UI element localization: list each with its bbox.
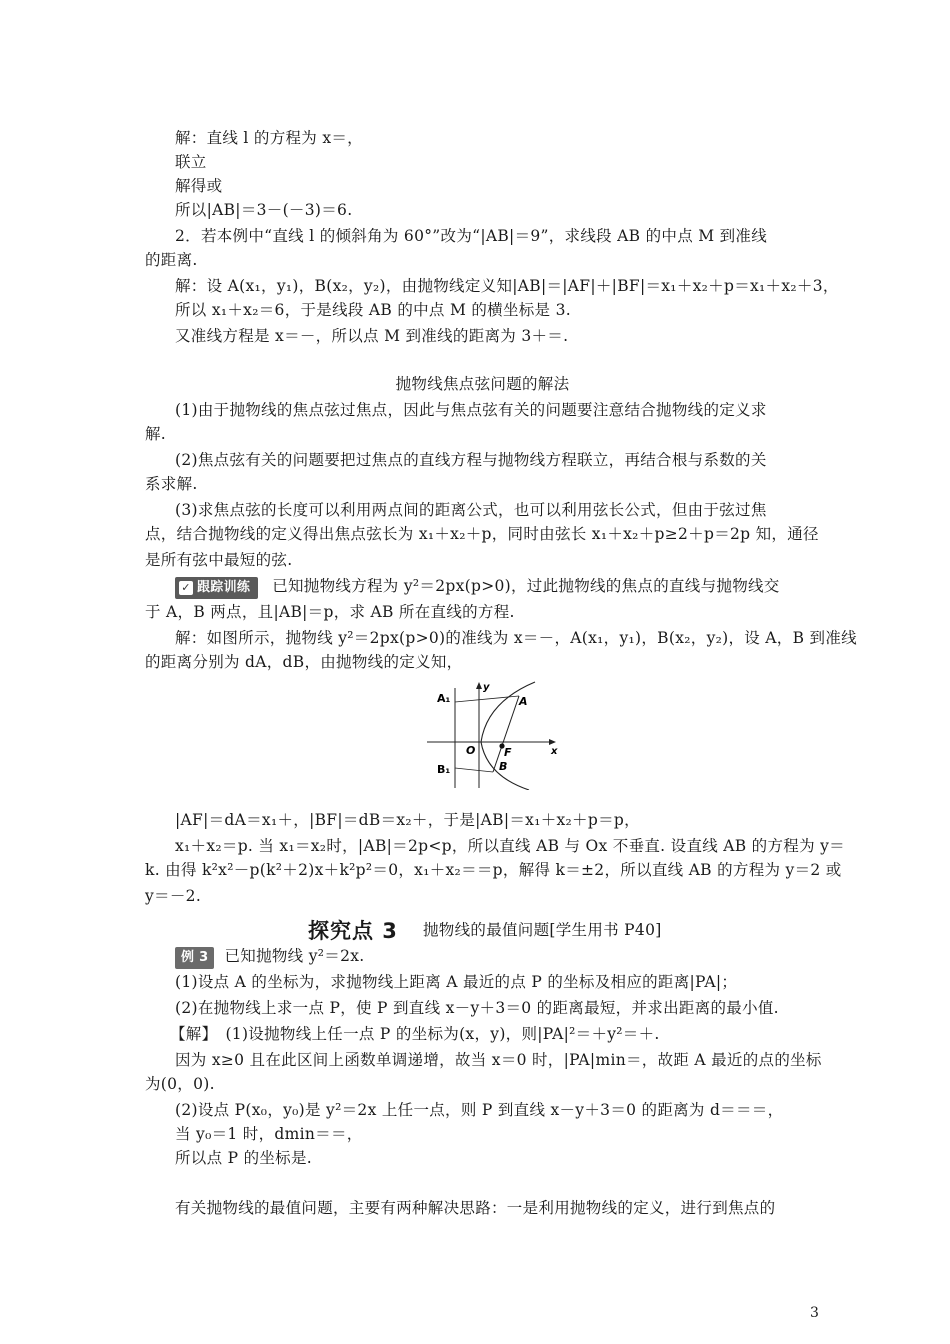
section-subtitle: 抛物线的最值问题[学生用书 P40] <box>423 921 662 939</box>
page-number: 3 <box>810 1305 819 1321</box>
text-line: 于 A，B 两点，且|AB|＝p，求 AB 所在直线的方程. <box>145 603 515 621</box>
text-line: 解：如图所示，抛物线 y²＝2px(p>0)的准线为 x＝－，A(x₁，y₁)，B(x₂，y₂)，设 A，B 到准线 <box>175 629 857 647</box>
parabola-figure <box>423 680 563 790</box>
text-line: 解. <box>145 425 167 443</box>
box-title: 抛物线焦点弦问题的解法 <box>395 375 570 393</box>
text-line: |AF|＝dA＝x₁＋，|BF|＝dB＝x₂＋，于是|AB|＝x₁＋x₂＋p＝p， <box>175 811 640 829</box>
text-line: 所以 x₁＋x₂＝6，于是线段 AB 的中点 M 的横坐标是 3. <box>175 301 571 319</box>
text-line: 【解】 (1)设抛物线上任一点 P 的坐标为(x，y)，则|PA|²＝＋y²＝＋. <box>170 1025 660 1043</box>
text-line: 有关抛物线的最值问题，主要有两种解决思路：一是利用抛物线的定义，进行到焦点的 <box>175 1199 776 1217</box>
text-line: y＝－2. <box>145 887 202 905</box>
text-line: x₁＋x₂＝p. 当 x₁＝x₂时，|AB|＝2p<p，所以直线 AB 与 Ox 不垂直. 设直线 AB 的方程为 y＝ <box>175 837 845 855</box>
label-o: O <box>466 744 476 757</box>
text-line: 因为 x≥0 且在此区间上函数单调递增，故当 x＝0 时，|PA|min＝，故距 A 最近的点的坐标 <box>175 1051 822 1069</box>
label-x: x <box>551 746 558 757</box>
label-y: y <box>483 682 490 693</box>
text-line: 联立 <box>175 153 207 171</box>
text-line: 解得或 <box>175 177 223 195</box>
text-line: 为(0，0). <box>145 1075 215 1093</box>
track-training-badge: ✓ 跟踪训练 <box>175 577 258 599</box>
label-b1: B₁ <box>437 763 451 776</box>
text-line: (1)由于抛物线的焦点弦过焦点，因此与焦点弦有关的问题要注意结合抛物线的定义求 <box>175 401 767 419</box>
example-badge: 例 3 <box>175 947 214 969</box>
text-line: (3)求焦点弦的长度可以利用两点间的距离公式，也可以利用弦长公式，但由于弦过焦 <box>175 501 767 519</box>
exercise-line: ✓ 跟踪训练 已知抛物线方程为 y²＝2px(p>0)，过此抛物线的焦点的直线与抛物线交 <box>175 576 820 599</box>
text-line: (1)设点 A 的坐标为，求抛物线上距离 A 最近的点 P 的坐标及相应的距离|PA|； <box>175 973 738 991</box>
section-title: 探究点 3 <box>308 919 398 943</box>
text-line: 所以|AB|＝3－(－3)＝6. <box>175 201 353 219</box>
text-line: 的距离分别为 dA，dB，由抛物线的定义知， <box>145 653 463 671</box>
text-line: 点，结合抛物线的定义得出焦点弦长为 x₁＋x₂＋p，同时由弦长 x₁＋x₂＋p≥2＋p＝2p 知，通径 <box>145 525 819 543</box>
text-line: (2)焦点弦有关的问题要把过焦点的直线方程与抛物线方程联立，再结合根与系数的关 <box>175 451 767 469</box>
text-line: 解：直线 l 的方程为 x＝， <box>175 129 363 147</box>
text-line: (2)在抛物线上求一点 P，使 P 到直线 x－y＋3＝0 的距离最短，并求出距离的最小值. <box>175 999 779 1017</box>
text-line: 当 y₀＝1 时，dmin＝＝， <box>175 1125 363 1143</box>
text-line: 又准线方程是 x＝－，所以点 M 到准线的距离为 3＋＝. <box>175 327 569 345</box>
label-f: F <box>504 746 512 759</box>
text-line: 的距离. <box>145 251 198 269</box>
text-line: k. 由得 k²x²－p(k²＋2)x＋k²p²＝0，x₁＋x₂＝＝p，解得 k＝±2，所以直线 AB 的方程为 y＝2 或 <box>145 861 842 879</box>
text-line: 系求解. <box>145 475 198 493</box>
text-line: 解：设 A(x₁，y₁)，B(x₂，y₂)，由抛物线定义知|AB|＝|AF|＋|BF|＝x₁＋x₂＋p＝x₁＋x₂＋3， <box>175 277 839 295</box>
text-line: 所以点 P 的坐标是. <box>175 1149 313 1167</box>
text-line: 是所有弦中最短的弦. <box>145 551 293 569</box>
label-a: A <box>519 695 528 708</box>
check-icon: ✓ <box>179 581 193 595</box>
text-line: 2．若本例中“直线 l 的倾斜角为 60°”改为“|AB|＝9”，求线段 AB 的中点 M 到准线 <box>175 227 768 245</box>
label-b: B <box>499 760 508 773</box>
text-line: (2)设点 P(x₀，y₀)是 y²＝2x 上任一点，则 P 到直线 x－y＋3＝0 的距离为 d＝＝＝， <box>175 1101 784 1119</box>
example-line: 例 3 已知抛物线 y²＝2x. <box>175 946 820 969</box>
label-a1: A₁ <box>437 692 451 705</box>
